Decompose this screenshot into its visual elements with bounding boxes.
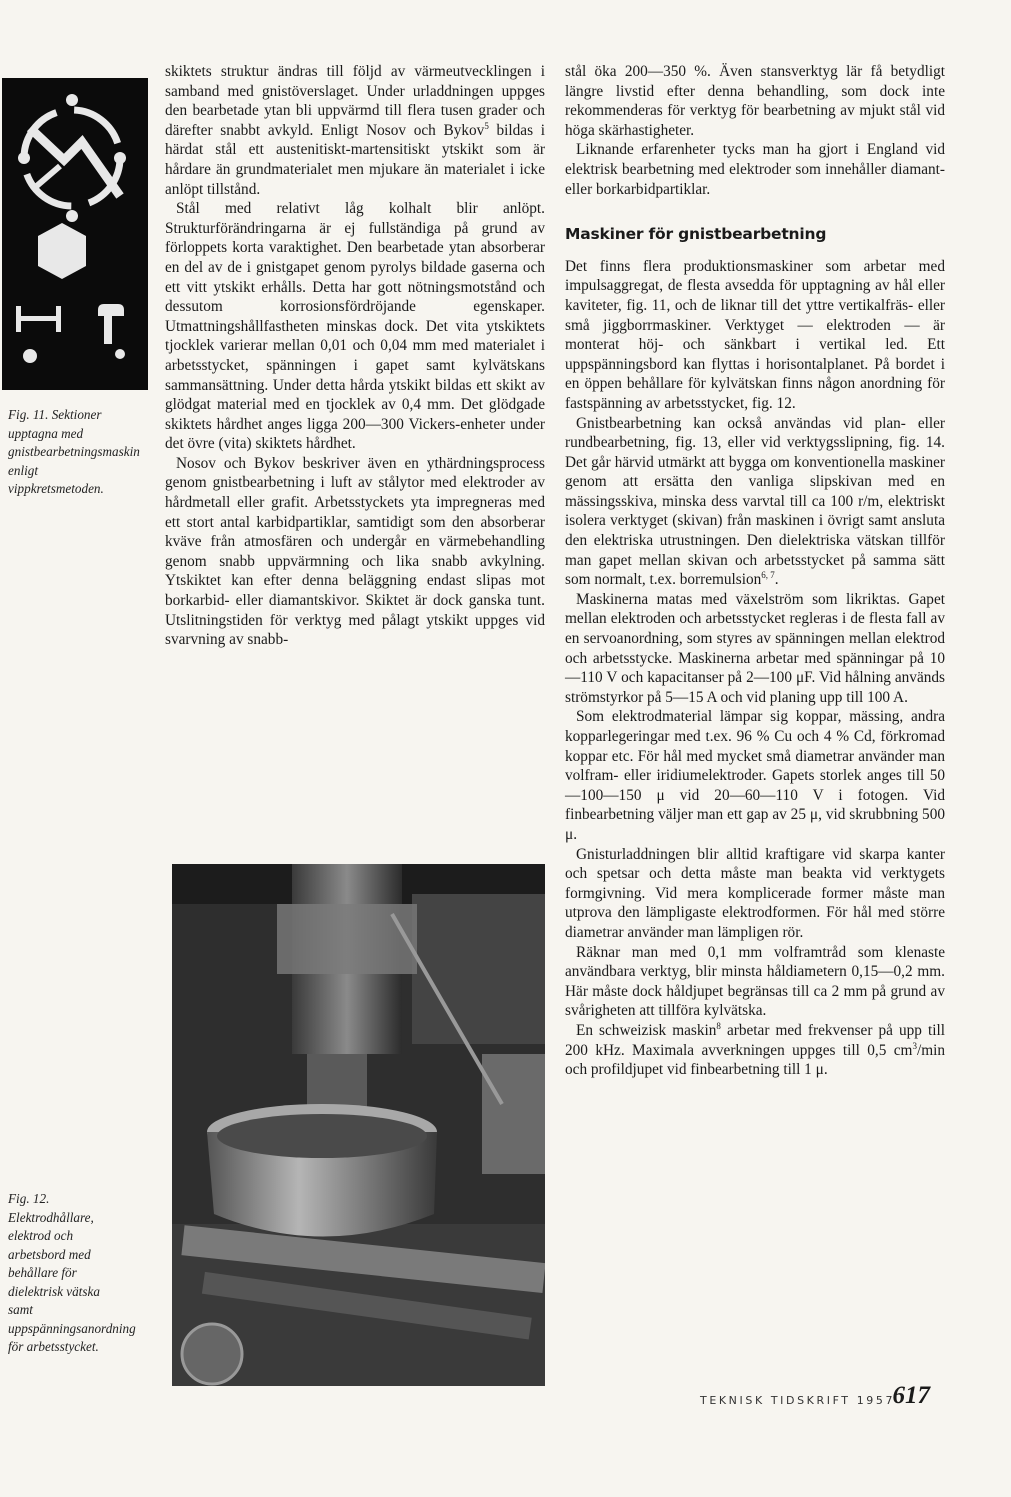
paragraph: Som elektrodmaterial lämpar sig koppar, mässing, andra kopparlegeringar med t.ex. 96 % Cu och 4 % Cd, förkromad koppar etc. För hål med mycket små diametrar använder man volfram- eller iridiumelektroder. Gapets storlek anges till 50—100—150 μ vid 20—60—110 V i fotogen. Vid finbearbetning väljer man ett gap av 25 μ, vid skrubbning 500 μ. [565, 708, 945, 843]
paragraph: Gnisturladdningen blir alltid kraftigare vid skarpa kanter och spetsar och detta måste man beakta vid verktygets formgivning. Vid mera komplicerade former måste man utprova den lämpligaste elektrodformen. För hål med större diametrar använder man lämpligen rör. [565, 845, 945, 941]
paragraph: stål öka 200—350 %. Även stansverktyg lär få betydligt längre livstid efter denna behandling, som dock inte rekommenderas för verktyg för bearbetning av mjukt stål vid höga skärhastigheter. [565, 63, 945, 139]
paragraph: skiktets struktur ändras till följd av värmeutvecklingen i samband med gnistöverslaget. Under urladdningen uppges den bearbetade ytan bli uppvärmd till flera tusen grader och därefter snabbt avkyld. Enligt Nosov och Bykov$^5$ bildas i härdat stål ett austenitiskt-martensitiskt ytskikt som är hårdare än grundmaterialet men mjukare än materialet i icke anlöpt tillstånd. [165, 63, 545, 198]
paragraph: Stål med relativt låg kolhalt blir anlöpt. Strukturförändringarna är ej fullständiga på grund av förloppets korta varaktighet. Den bearbetade ytan absorberar en del av de i gnistgapet genom pyrolys bildade gaserna och ett vitt ytskikt erhålls. Detta har gott nötningsmotstånd och dessutom korrosionsfördröjande egenskaper. Utmattningshållfastheten minskas dock. Det vita ytskiktets tjocklek varierar mellan 0,01 och 0,04 mm med materialet i arbetsstycket, spänningen i gapet samt kylvätskans sammansättning. Under detta hårda ytskikt bildas ett skikt av glödgat material med en tjocklek av 0,4 mm. Det glödgade skiktets hårdhet anges ligga 200—300 Vickers-enheter under det övre (vita) skiktets hårdhet. [165, 200, 545, 453]
page-footer [700, 1384, 930, 1414]
article-column-middle [165, 62, 545, 650]
paragraph: Räknar man med 0,1 mm volframtråd som klenaste användbara verktyg, blir minsta håldiametern 0,15—0,2 mm. Här måste dock håldjupet begränsas till ca 2 mm på grund av svårigheten att tillföra kylvätska. [565, 943, 945, 1020]
paragraph: Liknande erfarenheter tycks man ha gjort i England vid elektrisk bearbetning med elektroder som innehåller diamant- eller borkarbidpartiklar. [565, 141, 945, 198]
paragraph: Nosov och Bykov beskriver även en ythärdningsprocess genom gnistbearbetning i luft av stålytor med elektroder av hårdmetall eller grafit. Arbetsstyckets yta impregneras med ett stort antal karbidpartiklar, samtidigt som den absorberar kväve från atmosfären och undergår en värmebehandling genom snabb uppvärmning och lika snabb avkylning. Ytskiktet kan efter denna beläggning endast slipas mot borkarbid- eller diamantskivor. Skiktet är dock ganska tunt. Utslitningstiden för verktyg med pålagt ytskikt uppges vid svarvning av snabb- [165, 454, 545, 649]
section-heading: Maskiner för gnistbearbetning [565, 225, 827, 244]
paragraph: Gnistbearbetning kan också användas vid plan- eller rundbearbetning, fig. 13, eller vid verktygsslipning, fig. 14. Det går härvid utmärkt att bygga om konventionella maskiner genom att ersätta den vanliga slipskivan med en mässingsskiva, minska dess varvtal till ca 100 r/m, elektriskt isolera verktyget (skivan) från maskinen i övrigt samt ansluta den elektriska utrustningen. Den dielektriska vätskan tillför man gapet mellan skivan och arbetsstycket på samma sätt som normalt, t.ex. borremulsion$^{6, 7}$. [565, 414, 945, 589]
article-column-right [565, 62, 945, 1080]
figure-11-caption: Fig. 11. Sektioner upptagna med gnistbearbetningsmaskin enligt vippkretsmetoden. [8, 407, 140, 496]
paragraph: En schweizisk maskin$^8$ arbetar med frekvenser på upp till 200 kHz. Maximala avverkningen uppges till 0,5 $cm^3/\min$ och profildjupet vid finbearbetning till 1 μ. [565, 1020, 945, 1079]
page-number: 617 [892, 1382, 930, 1409]
figure-12-photo [172, 864, 545, 1386]
paragraph: Maskinerna matas med växelström som likriktas. Gapet mellan elektroden och arbetsstycket regleras i de flesta fall av en servoanordning, som styres av spänningen mellan elektrod och arbetsstycke. Maskinerna arbetar med spänningar på 10—110 V och kapacitanser på 2—100 μF. Vid hålning används strömstyrkor på 5—15 A och vid planing upp till 100 A. [565, 590, 945, 706]
figure-11-image [2, 78, 148, 390]
journal-name: TEKNISK TIDSKRIFT 1957 [700, 1394, 896, 1407]
figure-12-caption: Fig. 12. Elektrodhållare, elektrod och arbetsbord med behållare för dielektrisk vätska samt uppspänningsanordning för arbetsstycket. [8, 1191, 136, 1354]
paragraph: Det finns flera produktionsmaskiner som arbetar med impulsaggregat, de flesta avsedda för upptagning av hål eller kaviteter, fig. 11, och de liknar till det yttre vertikalfräs- eller små jiggborrmaskiner. Verktyget — elektroden — är monterat höj- och sänkbart i vertikal led. Ett uppspänningsbord kan flyttas i horisontalplanet. På bordet i en öppen behållare för kylvätskan finns någon anordning för fastspänning av arbetsstycket, fig. 12. [565, 257, 945, 412]
